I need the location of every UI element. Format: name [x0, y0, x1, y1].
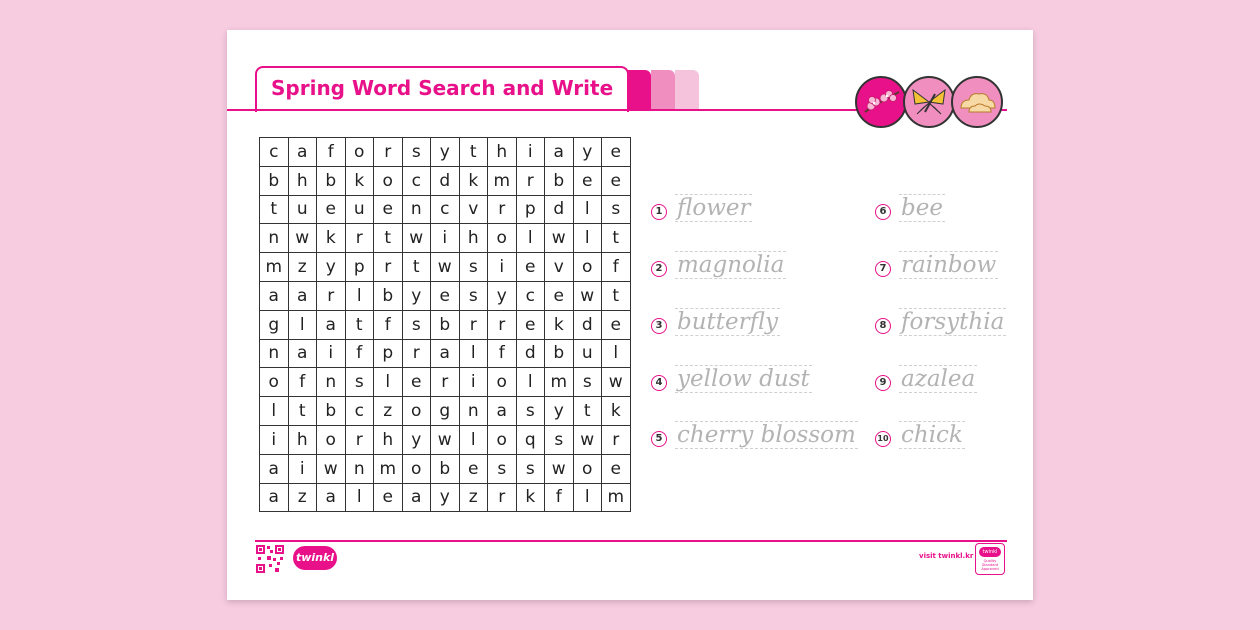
grid-cell[interactable]: e	[402, 368, 431, 397]
grid-cell[interactable]: k	[602, 397, 631, 426]
trace-word: chick	[901, 422, 963, 448]
grid-cell[interactable]: z	[288, 483, 317, 512]
page-title: Spring Word Search and Write	[271, 76, 614, 100]
grid-cell[interactable]: r	[516, 166, 545, 195]
grid-cell[interactable]: e	[374, 195, 403, 224]
grid-cell[interactable]: r	[602, 425, 631, 454]
grid-cell[interactable]: g	[260, 310, 289, 339]
grid-row	[260, 310, 631, 339]
grid-cell[interactable]: a	[488, 397, 517, 426]
grid-cell[interactable]: s	[516, 454, 545, 483]
trace-word: forsythia	[901, 309, 1005, 335]
trace-word: cherry blossom	[677, 422, 856, 448]
grid-row	[260, 483, 631, 512]
trace-word: flower	[677, 195, 751, 221]
grid-cell[interactable]: h	[459, 224, 488, 253]
grid-cell[interactable]: i	[488, 253, 517, 282]
grid-cell[interactable]: m	[260, 253, 289, 282]
grid-cell[interactable]: e	[317, 195, 346, 224]
grid-cell[interactable]: r	[488, 483, 517, 512]
grid-cell[interactable]: e	[516, 253, 545, 282]
grid-cell[interactable]: f	[602, 253, 631, 282]
grid-cell[interactable]: d	[516, 339, 545, 368]
grid-cell[interactable]: p	[516, 195, 545, 224]
grid-cell[interactable]: l	[345, 281, 374, 310]
grid-row	[260, 224, 631, 253]
grid-cell[interactable]: c	[431, 195, 460, 224]
grid-cell[interactable]: s	[488, 454, 517, 483]
grid-cell[interactable]: a	[260, 281, 289, 310]
grid-cell[interactable]: i	[431, 224, 460, 253]
grid-cell[interactable]: f	[488, 339, 517, 368]
grid-cell[interactable]: l	[374, 368, 403, 397]
grid-cell[interactable]: m	[374, 454, 403, 483]
grid-cell[interactable]: y	[431, 138, 460, 167]
grid-cell[interactable]: k	[459, 166, 488, 195]
trace-word: yellow dust	[677, 366, 810, 392]
grid-cell[interactable]: n	[260, 339, 289, 368]
grid-cell[interactable]: i	[260, 425, 289, 454]
badge-logo: twinkl	[979, 547, 1001, 557]
grid-cell[interactable]: n	[402, 195, 431, 224]
grid-cell[interactable]: s	[545, 425, 574, 454]
word-number: 7	[875, 261, 891, 277]
grid-cell[interactable]: e	[573, 166, 602, 195]
footer-divider	[255, 540, 1007, 542]
grid-cell[interactable]: o	[488, 224, 517, 253]
grid-cell[interactable]: o	[317, 425, 346, 454]
trace-word: azalea	[901, 366, 976, 392]
grid-cell[interactable]: a	[545, 138, 574, 167]
grid-cell[interactable]: w	[573, 281, 602, 310]
quality-badge	[975, 543, 1005, 575]
grid-cell[interactable]: w	[317, 454, 346, 483]
grid-cell[interactable]: a	[431, 339, 460, 368]
grid-cell[interactable]: e	[602, 454, 631, 483]
grid-cell[interactable]: n	[260, 224, 289, 253]
grid-cell[interactable]: c	[516, 281, 545, 310]
grid-cell[interactable]: z	[459, 483, 488, 512]
grid-cell[interactable]: r	[488, 310, 517, 339]
grid-cell[interactable]: m	[602, 483, 631, 512]
grid-cell[interactable]: b	[317, 166, 346, 195]
theme-icons	[855, 76, 1007, 134]
grid-cell[interactable]: b	[545, 339, 574, 368]
grid-cell[interactable]: m	[488, 166, 517, 195]
grid-cell[interactable]: y	[402, 425, 431, 454]
grid-cell[interactable]: l	[516, 224, 545, 253]
grid-cell[interactable]: y	[431, 483, 460, 512]
grid-cell[interactable]: f	[374, 310, 403, 339]
grid-row	[260, 425, 631, 454]
grid-cell[interactable]: o	[345, 138, 374, 167]
grid-cell[interactable]: r	[317, 281, 346, 310]
grid-row	[260, 138, 631, 167]
grid-cell[interactable]: b	[431, 454, 460, 483]
grid-cell[interactable]: p	[345, 253, 374, 282]
grid-cell[interactable]: a	[288, 339, 317, 368]
worksheet	[227, 30, 1033, 600]
grid-cell[interactable]: w	[431, 425, 460, 454]
word-number: 10	[875, 431, 891, 447]
grid-cell[interactable]: e	[545, 281, 574, 310]
grid-cell[interactable]: e	[374, 483, 403, 512]
grid-cell[interactable]: o	[402, 397, 431, 426]
grid-cell[interactable]: s	[402, 138, 431, 167]
grid-cell[interactable]: s	[402, 310, 431, 339]
grid-cell[interactable]: f	[288, 368, 317, 397]
grid-cell[interactable]: w	[573, 425, 602, 454]
grid-cell[interactable]: n	[345, 454, 374, 483]
grid-cell[interactable]: l	[345, 483, 374, 512]
grid-cell[interactable]: u	[345, 195, 374, 224]
grid-cell[interactable]: a	[260, 483, 289, 512]
grid-cell[interactable]: s	[459, 281, 488, 310]
grid-cell[interactable]: l	[459, 339, 488, 368]
grid-cell[interactable]: f	[317, 138, 346, 167]
grid-cell[interactable]: t	[602, 281, 631, 310]
grid-cell[interactable]: t	[602, 224, 631, 253]
word-number: 5	[651, 431, 667, 447]
grid-cell[interactable]: w	[431, 253, 460, 282]
word-number: 8	[875, 318, 891, 334]
grid-row	[260, 368, 631, 397]
grid-cell[interactable]: r	[345, 224, 374, 253]
grid-cell[interactable]: o	[573, 454, 602, 483]
grid-cell[interactable]: i	[459, 368, 488, 397]
grid-cell[interactable]: u	[288, 195, 317, 224]
grid-cell[interactable]: m	[545, 368, 574, 397]
trace-word: bee	[901, 195, 943, 221]
grid-cell[interactable]: l	[602, 339, 631, 368]
grid-cell[interactable]: a	[288, 281, 317, 310]
grid-cell[interactable]: w	[288, 224, 317, 253]
grid-cell[interactable]: z	[374, 397, 403, 426]
grid-cell[interactable]: w	[402, 224, 431, 253]
grid-cell[interactable]: a	[402, 483, 431, 512]
grid-cell[interactable]: t	[260, 195, 289, 224]
grid-cell[interactable]: a	[260, 454, 289, 483]
grid-cell[interactable]: y	[402, 281, 431, 310]
grid-cell[interactable]: l	[573, 224, 602, 253]
grid-cell[interactable]: c	[345, 397, 374, 426]
grid-cell[interactable]: r	[345, 425, 374, 454]
grid-cell[interactable]: e	[602, 310, 631, 339]
decor-tab	[651, 70, 675, 110]
grid-cell[interactable]: s	[345, 368, 374, 397]
grid-cell[interactable]: r	[459, 310, 488, 339]
visit-link[interactable]: visit twinkl.kr	[919, 552, 974, 560]
grid-cell[interactable]: a	[288, 138, 317, 167]
blossom-icon	[855, 76, 907, 128]
grid-cell[interactable]: o	[488, 425, 517, 454]
grid-cell[interactable]: l	[516, 368, 545, 397]
grid-cell[interactable]: h	[288, 425, 317, 454]
word-number: 1	[651, 204, 667, 220]
grid-cell[interactable]: y	[573, 138, 602, 167]
grid-cell[interactable]: e	[516, 310, 545, 339]
grid-row	[260, 166, 631, 195]
grid-cell[interactable]: n	[317, 368, 346, 397]
grid-cell[interactable]: y	[317, 253, 346, 282]
grid-cell[interactable]: e	[602, 138, 631, 167]
grid-cell[interactable]: p	[374, 339, 403, 368]
grid-cell[interactable]: l	[260, 397, 289, 426]
butterfly-icon	[903, 76, 955, 128]
grid-cell[interactable]: e	[602, 166, 631, 195]
grid-cell[interactable]: l	[573, 195, 602, 224]
grid-cell[interactable]: e	[459, 454, 488, 483]
decor-tab	[675, 70, 699, 110]
grid-cell[interactable]: q	[516, 425, 545, 454]
grid-cell[interactable]: t	[288, 397, 317, 426]
trace-word: butterfly	[677, 309, 778, 335]
qr-code-icon	[255, 544, 285, 574]
grid-cell[interactable]: i	[317, 339, 346, 368]
cloud-icon	[951, 76, 1003, 128]
grid-cell[interactable]: t	[402, 253, 431, 282]
grid-row	[260, 253, 631, 282]
word-number: 4	[651, 375, 667, 391]
grid-cell[interactable]: h	[374, 425, 403, 454]
grid-cell[interactable]: k	[545, 310, 574, 339]
grid-cell[interactable]: b	[260, 166, 289, 195]
word-number: 3	[651, 318, 667, 334]
grid-cell[interactable]: f	[545, 483, 574, 512]
grid-cell[interactable]: t	[459, 138, 488, 167]
grid-cell[interactable]: w	[545, 454, 574, 483]
grid-row	[260, 397, 631, 426]
grid-cell[interactable]: o	[402, 454, 431, 483]
trace-word: magnolia	[677, 252, 785, 278]
grid-row	[260, 195, 631, 224]
grid-cell[interactable]: r	[402, 339, 431, 368]
grid-cell[interactable]: y	[545, 397, 574, 426]
grid-cell[interactable]: l	[288, 310, 317, 339]
grid-cell[interactable]: w	[545, 224, 574, 253]
grid-cell[interactable]: g	[431, 397, 460, 426]
grid-cell[interactable]: h	[288, 166, 317, 195]
badge-text: Quality Standard Approved	[981, 559, 999, 571]
grid-cell[interactable]: r	[374, 138, 403, 167]
grid-cell[interactable]: t	[573, 397, 602, 426]
grid-cell[interactable]: k	[345, 166, 374, 195]
grid-cell[interactable]: v	[545, 253, 574, 282]
grid-cell[interactable]: o	[374, 166, 403, 195]
grid-cell[interactable]: s	[516, 397, 545, 426]
grid-cell[interactable]: h	[488, 138, 517, 167]
grid-cell[interactable]: b	[545, 166, 574, 195]
grid-cell[interactable]: s	[459, 253, 488, 282]
grid-cell[interactable]: k	[516, 483, 545, 512]
word-number: 6	[875, 204, 891, 220]
word-number: 9	[875, 375, 891, 391]
decor-tab	[627, 70, 651, 110]
grid-cell[interactable]: k	[317, 224, 346, 253]
title-tab	[255, 66, 629, 112]
grid-cell[interactable]: s	[573, 368, 602, 397]
grid-cell[interactable]: r	[374, 253, 403, 282]
grid-cell[interactable]: b	[317, 397, 346, 426]
trace-word: rainbow	[901, 252, 997, 278]
word-search-grid	[259, 137, 631, 512]
grid-cell[interactable]: w	[602, 368, 631, 397]
grid-cell[interactable]: r	[431, 368, 460, 397]
grid-row	[260, 281, 631, 310]
grid-cell[interactable]: d	[431, 166, 460, 195]
grid-cell[interactable]: y	[488, 281, 517, 310]
grid-cell[interactable]: d	[545, 195, 574, 224]
grid-row	[260, 454, 631, 483]
grid-cell[interactable]: a	[317, 483, 346, 512]
grid-cell[interactable]: l	[459, 425, 488, 454]
grid-cell[interactable]: a	[317, 310, 346, 339]
grid-cell[interactable]: o	[260, 368, 289, 397]
grid-cell[interactable]: t	[374, 224, 403, 253]
grid-cell[interactable]: c	[402, 166, 431, 195]
grid-cell[interactable]: e	[431, 281, 460, 310]
grid-cell[interactable]: u	[573, 339, 602, 368]
grid-cell[interactable]: d	[573, 310, 602, 339]
grid-cell[interactable]: s	[602, 195, 631, 224]
grid-cell[interactable]: o	[573, 253, 602, 282]
twinkl-logo: twinkl	[293, 546, 337, 570]
grid-cell[interactable]: l	[573, 483, 602, 512]
grid-cell[interactable]: t	[345, 310, 374, 339]
grid-row	[260, 339, 631, 368]
grid-cell[interactable]: i	[288, 454, 317, 483]
grid-cell[interactable]: b	[431, 310, 460, 339]
grid-cell[interactable]: b	[374, 281, 403, 310]
grid-cell[interactable]: v	[459, 195, 488, 224]
grid-cell[interactable]: f	[345, 339, 374, 368]
grid-cell[interactable]: r	[488, 195, 517, 224]
grid-cell[interactable]: n	[459, 397, 488, 426]
grid-cell[interactable]: c	[260, 138, 289, 167]
grid-cell[interactable]: o	[488, 368, 517, 397]
word-number: 2	[651, 261, 667, 277]
grid-cell[interactable]: z	[288, 253, 317, 282]
grid-cell[interactable]: i	[516, 138, 545, 167]
